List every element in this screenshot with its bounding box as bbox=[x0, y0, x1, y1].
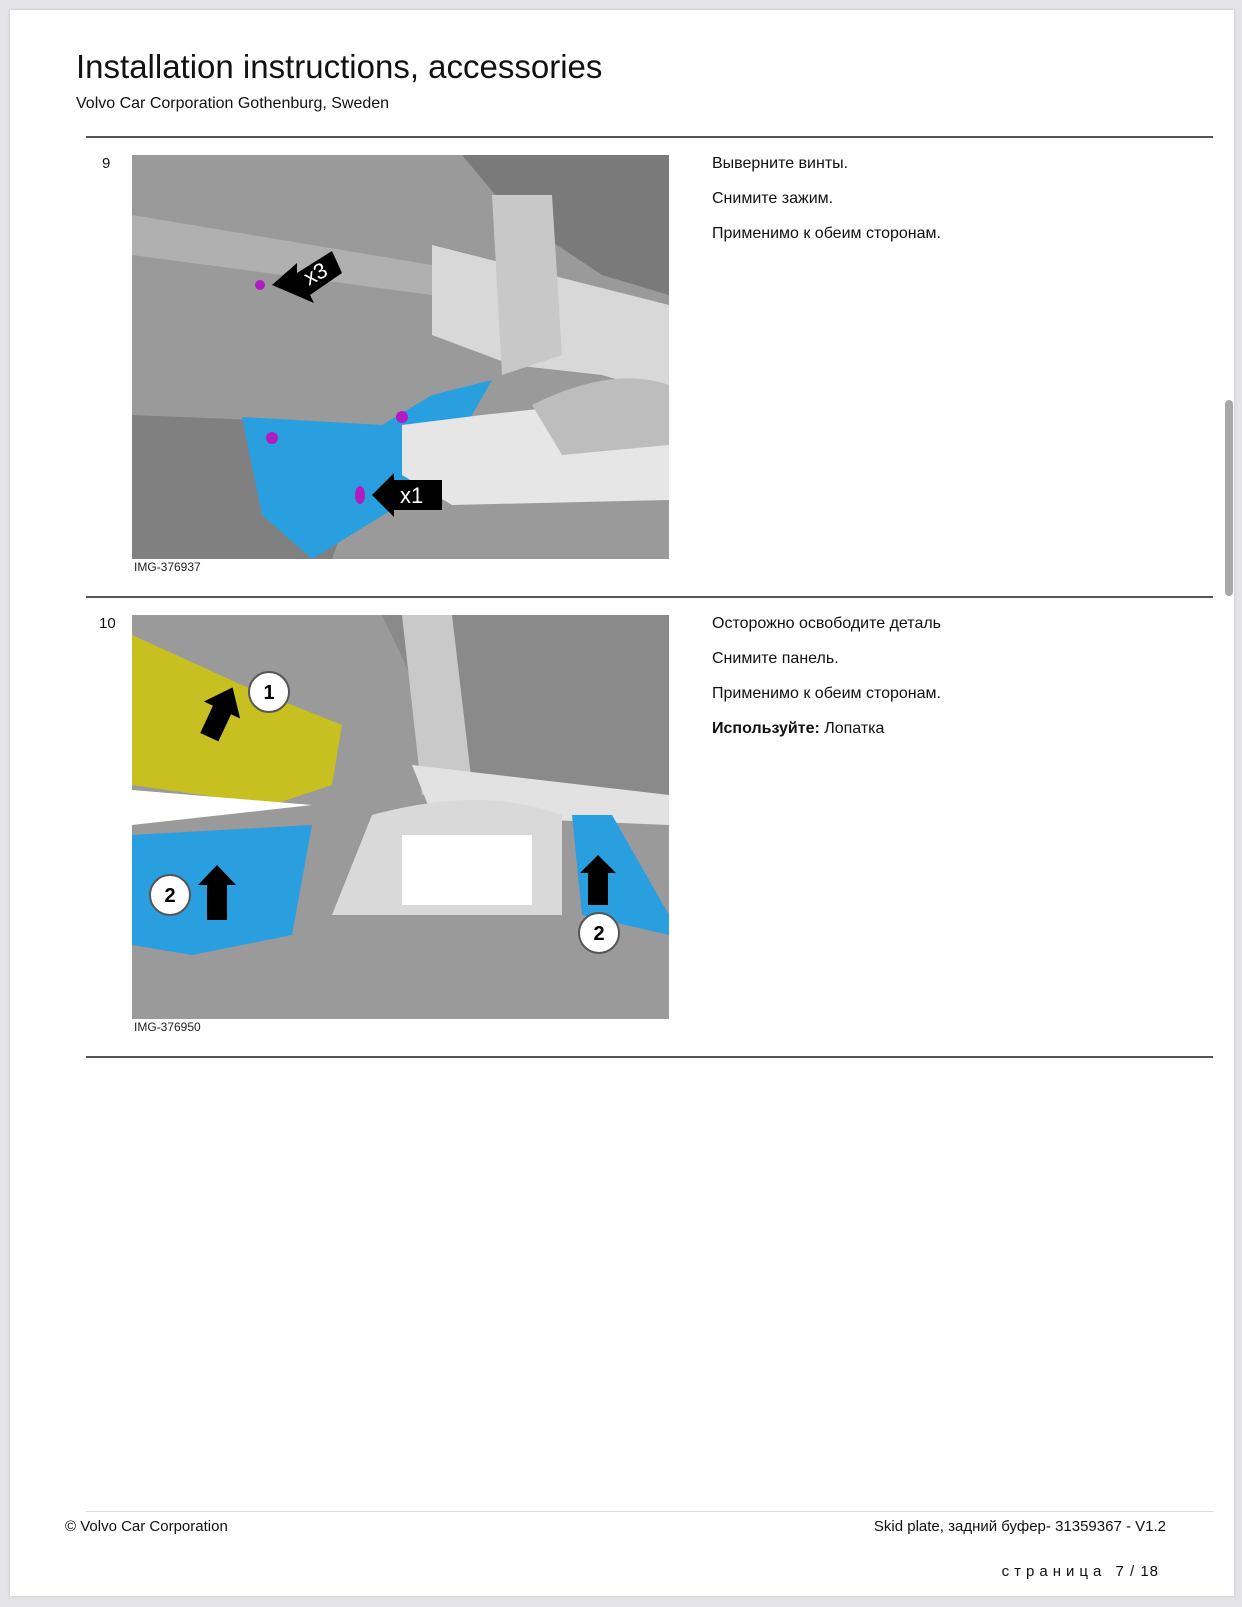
page-label: страница bbox=[1001, 1563, 1107, 1580]
instruction-line: Выверните винты. bbox=[712, 155, 849, 172]
step-number: 9 bbox=[102, 155, 111, 172]
step-10-instructions bbox=[712, 615, 941, 755]
divider bbox=[86, 136, 1213, 138]
footer-divider bbox=[86, 1511, 1213, 1512]
step-9-illustration bbox=[132, 155, 669, 559]
instruction-line: Снимите зажим. bbox=[712, 190, 834, 207]
step-9-instructions bbox=[712, 155, 941, 260]
page-subtitle: Volvo Car Corporation Gothenburg, Sweden bbox=[76, 95, 390, 112]
instruction-line: Снимите панель. bbox=[712, 650, 839, 667]
footer-copyright: © Volvo Car Corporation bbox=[65, 1518, 228, 1535]
page-indicator bbox=[1002, 1563, 1159, 1580]
step-10-illustration bbox=[132, 615, 669, 1019]
divider bbox=[86, 1056, 1213, 1058]
svg-text:x3: x3 bbox=[299, 257, 332, 291]
footer-document-id: Skid plate, задний буфер- 31359367 - V1.2 bbox=[873, 1518, 1166, 1535]
document-page bbox=[10, 10, 1234, 1596]
image-id: IMG-376937 bbox=[134, 560, 201, 574]
svg-text:x1: x1 bbox=[400, 483, 424, 508]
divider bbox=[86, 596, 1213, 598]
tool-label: Используйте: bbox=[712, 720, 820, 737]
page-title: Installation instructions, accessories bbox=[76, 48, 603, 85]
instruction-line: Осторожно освободите деталь bbox=[712, 615, 942, 632]
instruction-line: Применимо к обеим сторонам. bbox=[712, 685, 941, 702]
svg-text:1: 1 bbox=[263, 682, 275, 704]
tool-line bbox=[712, 720, 941, 738]
vertical-scrollbar[interactable] bbox=[1225, 400, 1233, 596]
tool-value: Лопатка bbox=[819, 720, 885, 737]
instruction-line: Применимо к обеим сторонам. bbox=[712, 225, 941, 242]
image-id: IMG-376950 bbox=[134, 1020, 201, 1034]
page-number: 7 / 18 bbox=[1115, 1563, 1159, 1580]
svg-text:2: 2 bbox=[164, 885, 176, 907]
svg-text:2: 2 bbox=[593, 923, 605, 945]
step-number: 10 bbox=[99, 615, 116, 632]
